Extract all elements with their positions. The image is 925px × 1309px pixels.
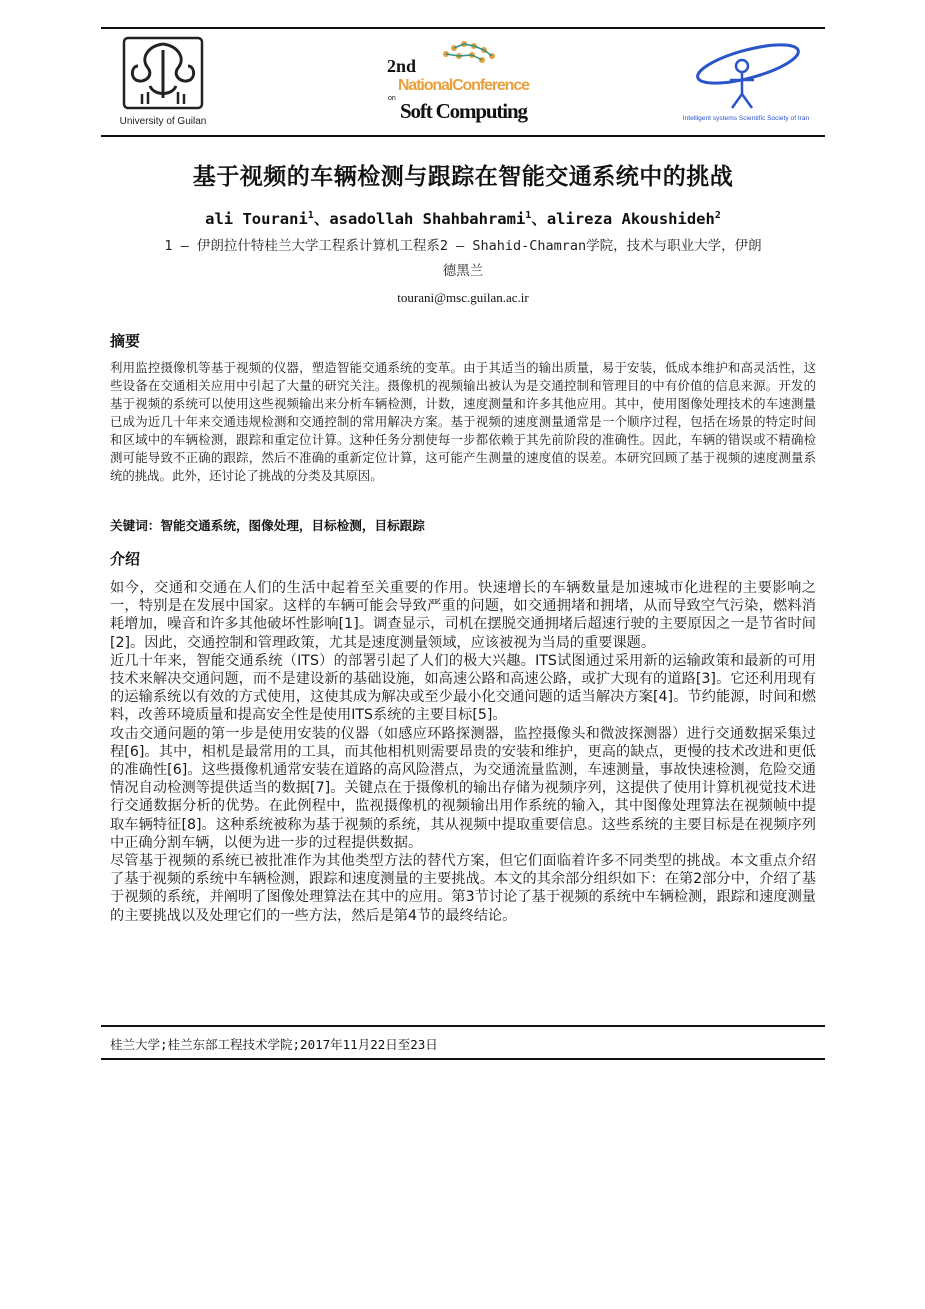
footer-bottom-rule xyxy=(101,1058,825,1060)
header-bottom-rule xyxy=(101,135,825,137)
paper-title: 基于视频的车辆检测与跟踪在智能交通系统中的挑战 xyxy=(192,164,734,190)
affiliation: 1 – 伊朗拉什特桂兰大学工程系计算机工程系2 – Shahid-Chamran学院，技术与职业大学，伊朗德黑兰 xyxy=(164,238,762,279)
abstract-heading: 摘要 xyxy=(110,332,141,350)
author-name: ali Tourani xyxy=(205,210,308,228)
intro-heading: 介绍 xyxy=(110,550,141,568)
intro-paragraph: 近几十年来，智能交通系统（ITS）的部署引起了人们的极大兴趣。ITS试图通过采用新的运输政策和最新的可用技术来解决交通问题，而不是建设新的基础设施，如高速公路和高速公路，或扩大现有的道路[3]。它还利用现有的运输系统以有效的方式使用，这使其成为解决或至少最小化交通问题的适当解决方案[4]。节约能源，时间和燃料，改善环境质量和提高安全性是使用ITS系统的主要目标[5]。 xyxy=(110,652,816,724)
conf-logo-line2: Soft Computing xyxy=(400,99,528,123)
guilan-logo-caption: University of Guilan xyxy=(119,116,207,127)
author-affiliation-mark: 1 xyxy=(307,209,314,221)
author-name: asadollah Shahbahrami xyxy=(329,210,526,228)
author-name: alireza Akoushideh xyxy=(546,210,715,228)
conference-logo xyxy=(384,38,534,128)
iss-logo-caption: Intelligent systems Scientific Society of Iran xyxy=(682,115,810,122)
intro-paragraph: 尽管基于视频的系统已被批准作为其他类型方法的替代方案，但它们面临着许多不同类型的挑战。本文重点介绍了基于视频的系统中车辆检测，跟踪和速度测量的主要挑战。本文的其余部分组织如下：在第2部分中，介绍了基于视频的系统，并阐明了图像处理算法在其中的应用。第3节讨论了基于视频的系统中车辆检测，跟踪和速度测量的主要挑战以及处理它们的一些方法，然后是第4节的最终结论。 xyxy=(110,853,816,924)
conf-logo-ordinal: 2nd xyxy=(387,56,417,76)
author-list xyxy=(101,207,825,229)
conf-logo-line1: NationalConference xyxy=(398,77,530,94)
intro-paragraph: 如今，交通和交通在人们的生活中起着至关重要的作用。快速增长的车辆数量是加速城市化进程的主要影响之一，特别是在发展中国家。这样的车辆可能会导致严重的问题，如交通拥堵和拥堵，从而导致空气污染，燃料消耗增加，噪音和许多其他破坏性影响[1]。调查显示，司机在摆脱交通拥堵后超速行驶的主要原因之一是节省时间[2]。因此，交通控制和管理政策，尤其是速度测量领域，应该被视为当局的重要课题。 xyxy=(110,580,816,651)
header-top-rule xyxy=(101,27,825,29)
footer-text: 桂兰大学;桂兰东部工程技术学院;2017年11月22日至23日 xyxy=(110,1037,438,1052)
intelligent-systems-society-logo xyxy=(676,36,816,126)
author-affiliation-mark: 2 xyxy=(714,209,721,221)
author-affiliation-mark: 1 xyxy=(525,209,532,221)
university-of-guilan-logo xyxy=(118,36,208,128)
intro-body xyxy=(110,579,816,925)
keywords: 关键词：智能交通系统，图像处理，目标检测，目标跟踪 xyxy=(110,518,425,533)
contact-email: tourani@msc.guilan.ac.ir xyxy=(397,290,529,305)
intro-paragraph: 攻击交通问题的第一步是使用安装的仪器（如感应环路探测器，监控摄像头和微波探测器）进行交通数据采集过程[6]。其中，相机是最常用的工具，而其他相机则需要昂贵的安装和维护，更高的缺点，更慢的技术改进和更低的准确性[6]。这些摄像机通常安装在道路的高风险潜点，为交通流量监测，车速测量，事故快速检测，危险交通情况自动检测等提供适当的数据[7]。关键点在于摄像机的输出存储为视频序列，这提供了使用计算机视觉技术进行交通数据分析的优势。在此例程中，监视摄像机的视频输出用作系统的输入，其中图像处理算法在视频帧中提取车辆特征[8]。这种系统被称为基于视频的系统，其从视频中提取重要信息。这些系统的主要目标是在视频序列中正确分割车辆，以便为进一步的过程提供数据。 xyxy=(110,725,816,851)
abstract-text: 利用监控摄像机等基于视频的仪器，塑造智能交通系统的变革。由于其适当的输出质量，易于安装，低成本维护和高灵活性，这些设备在交通相关应用中引起了大量的研究关注。摄像机的视频输出被认为是交通控制和管理目的中有价值的信息来源。开发的基于视频的系统可以使用这些视频输出来分析车辆检测，计数，速度测量和许多其他应用。其中，使用图像处理技术的车速测量已成为近几十年来交通违规检测和交通控制的常用解决方案。基于视频的速度测量通常是一个顺序过程，包括在场景的特定时间和区域中的车辆检测，跟踪和重定位计算。这种任务分割使每一步都依赖于其先前阶段的准确性。因此，车辆的错误或不精确检测可能导致不正确的跟踪，然后不准确的重新定位计算，这可能产生测量的速度值的误差。本研究回顾了基于视频的速度测量系统的挑战。此外，还讨论了挑战的分类及其原因。 xyxy=(110,360,816,483)
author-separator: 、 xyxy=(313,210,330,228)
author-separator: 、 xyxy=(531,210,547,228)
footer-top-rule xyxy=(101,1025,825,1027)
conf-logo-on: on xyxy=(388,95,396,102)
